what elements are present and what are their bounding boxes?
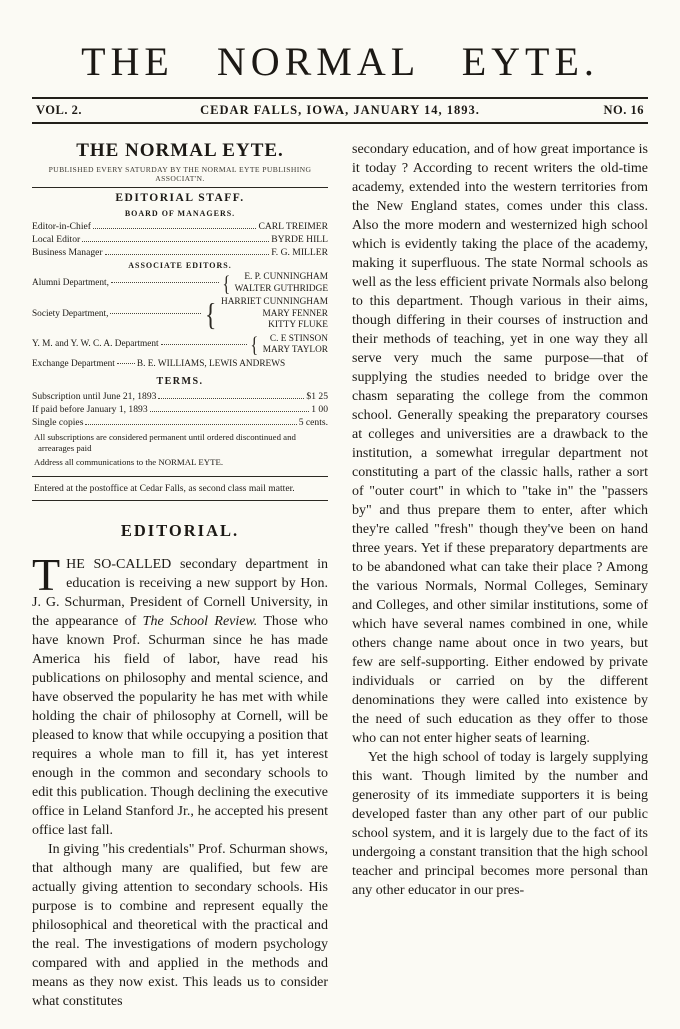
terms-note: All subscriptions are considered permanent until ordered discontinued and arrearages paid <box>34 432 296 453</box>
department-label: Exchange Department <box>32 358 115 369</box>
department-label: Y. M. and Y. W. C. A. Department <box>32 339 159 350</box>
associate-row <box>32 334 328 357</box>
editorial-staff-header: EDITORIAL STAFF. <box>115 192 245 204</box>
terms-value: 5 cents. <box>298 417 328 428</box>
paper-header-box <box>32 140 328 501</box>
drop-cap: T <box>32 549 61 600</box>
terms-row <box>32 416 328 429</box>
dotted-leader <box>82 241 269 242</box>
two-column-layout <box>32 140 648 1011</box>
staff-role: Editor-in-Chief <box>32 221 91 232</box>
department-label: Alumni Department, <box>32 277 109 288</box>
associate-row <box>32 359 328 371</box>
dotted-leader <box>150 411 310 412</box>
brace-icon: { <box>222 270 231 296</box>
associate-editors-header: ASSOCIATE EDITORS. <box>128 261 232 270</box>
staff-name: BYRDE HILL <box>271 234 328 245</box>
editor-name: WALTER GUTHRIDGE <box>234 283 328 294</box>
dotted-leader <box>85 424 296 425</box>
staff-role: Local Editor <box>32 234 81 245</box>
associate-row <box>32 272 328 295</box>
staff-row <box>32 246 328 259</box>
editor-name: MARY TAYLOR <box>262 345 328 355</box>
board-of-managers-header: BOARD OF MANAGERS. <box>124 209 236 218</box>
staff-row <box>32 233 328 246</box>
editor-name: MARY FENNER <box>262 308 328 319</box>
staff-name: F. G. MILLER <box>271 247 328 258</box>
staff-role: Business Manager <box>32 247 103 258</box>
dotted-leader <box>158 398 304 399</box>
terms-row <box>32 390 328 403</box>
editorial-header: EDITORIAL. <box>120 521 240 540</box>
staff-row <box>32 220 328 233</box>
dotted-leader <box>161 344 248 345</box>
issue-number: NO. 16 <box>603 103 644 117</box>
terms-label: If paid before January 1, 1893 <box>32 404 148 415</box>
terms-value: 1 00 <box>311 404 328 415</box>
terms-label: Single copies <box>32 417 84 428</box>
editor-names <box>263 334 328 357</box>
terms-value: $1 25 <box>306 391 328 402</box>
journal-title-italic: The School Review. <box>142 614 258 629</box>
dotted-leader <box>110 313 200 314</box>
editor-names <box>221 297 328 332</box>
terms-row <box>32 403 328 416</box>
left-column <box>32 140 328 1011</box>
associate-row <box>32 297 328 332</box>
editor-name: C. E STINSON <box>269 333 328 344</box>
article-paragraph: secondary education, and of how great importance is it today ? According to recent writers the old-time academy, extended into the western territories from the New England states, comes under this class. Also the more modern and westernized high school which is evidently taking the place of the academy, making it superfluous. The state Normal schools as well as the less efficient private Normals also belong to this department. Though various in their aims, though differing in their courses of instruction and their methods of teaching, yet in one way they all serve very much the same purpose—that of supplying the studies needed to bridge over the chasm separating the college from the common school. Generally speaking the preparatory courses at colleges and universities are a drawback to the institution, a somewhat irregular department not constituting a part of the classic halls, rather a sort of "outer court" in which to "take in" the "passers by" and thus prepare them to enter, after which they're called "fresh" though they've been on hand three years. Yet if these preparatory departments are to be abandoned what can take their place ? Among the various Normals, Normal Colleges, Seminary and Colleges, and other similar institutions, some of which have several names combined in one, while others change name about once in two years, but few are self-supporting. Either endowed by private individuals or carried on by the different denominations they were called into existence by the need of such education as they offer to those who can not enter higher seats of learning. <box>352 142 648 746</box>
terms-note: Address all communications to the NORMAL EYTE. <box>34 457 224 467</box>
editorial-body <box>32 549 328 1011</box>
dotted-leader <box>117 363 135 364</box>
published-line: PUBLISHED EVERY SATURDAY BY THE NORMAL EYTE PUBLISHING ASSOCIAT'N. <box>32 165 328 188</box>
brace-icon: { <box>250 332 259 357</box>
brace-icon: { <box>204 296 217 333</box>
article-paragraph: Yet the high school of today is largely supplying this want. Though limited by the number and generosity of its immediate supporters it is being developed faster than any other part of our public school system, and it is largely due to the fact of its undergoing a constant transition that the high school teacher and principal becomes more personal than any other educator in our pres- <box>352 750 648 898</box>
editor-name: KITTY FLUKE <box>268 320 328 330</box>
dateline-bar <box>32 97 648 124</box>
editor-name: HARRIET CUNNINGHAM <box>220 297 328 307</box>
entered-notice: Entered at the postoffice at Cedar Falls, as second class mail matter. <box>32 476 328 501</box>
terms-label: Subscription until June 21, 1893 <box>32 391 157 402</box>
staff-name: CARL TREIMER <box>258 221 328 232</box>
editorial-paragraph <box>32 549 328 840</box>
masthead-title: THE NORMAL EYTE. <box>81 39 599 84</box>
dotted-leader <box>93 228 256 229</box>
editor-names <box>235 272 328 295</box>
editorial-paragraph: In giving "his credentials" Prof. Schurman shows, that although many are qualified, but few are actually giving attention to secondary schools. His purpose is to combine and represent equally the philosophical and theoretical with the practical and the real. The investigations of modern psychology compared with and applied in the methods and means as they now exist. This leads us to consider what constitutes <box>32 842 328 1009</box>
dotted-leader <box>111 282 219 283</box>
editor-name: E. P. CUNNINGHAM <box>244 272 328 282</box>
paper-title: THE NORMAL EYTE. <box>76 140 284 161</box>
dateline-text: CEDAR FALLS, IOWA, JANUARY 14, 1893. <box>200 103 480 117</box>
department-label: Society Department, <box>32 308 109 319</box>
terms-header: TERMS. <box>156 376 204 387</box>
paragraph-text: Those who have known Prof. Schurman since he has made America his field of labor, have read his publications on philosophy and mental science, and have observed the popularity he has met with while holding the chair of philosophy at Cornell, will be pleased to know that while occupying a position that requires a whole man to fill it, has yet interest enough in the common and secondary schools to edit this publication. Though declining the executive office in Leland Stanford Jr., he accepted his present office last fall. <box>32 614 328 838</box>
editor-name: B. E. WILLIAMS, LEWIS ANDREWS <box>136 358 286 369</box>
right-column <box>352 140 648 1011</box>
paragraph-text: HE SO-CALLED secondary department in education is receiving a new support by Hon. J. G. Schurman, President of Cornell University, in the appearance of <box>32 557 328 629</box>
volume-label: VOL. 2. <box>36 103 82 117</box>
dotted-leader <box>105 254 270 255</box>
